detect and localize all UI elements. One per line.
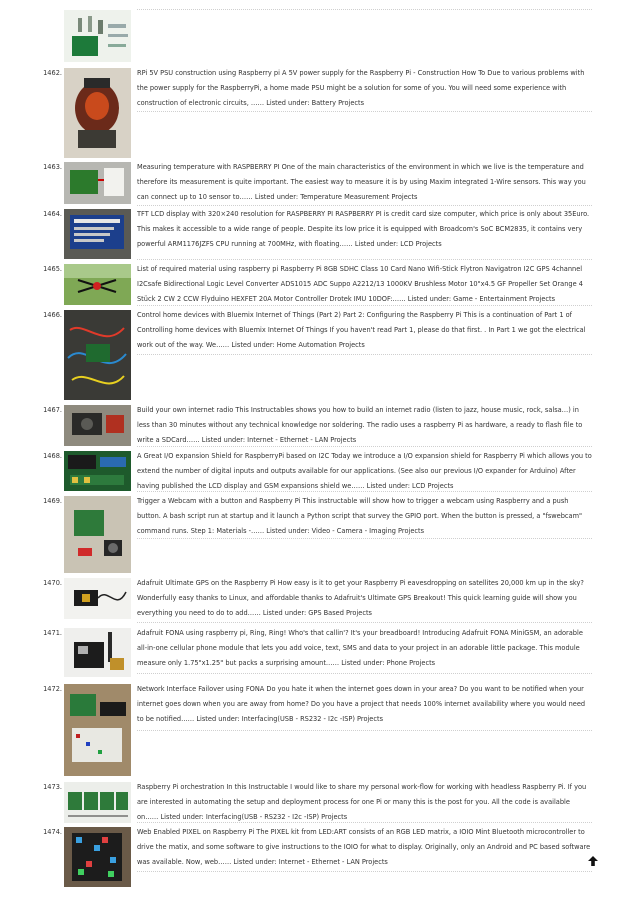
list-item [0, 68, 638, 158]
item-number: 1473. [43, 783, 62, 791]
divider [137, 822, 592, 823]
item-description: Measuring temperature with RASPBERRY PI One of the main characteristics of the environment in which we live is the temperature and therefore its measurement is quite important. The easiest way to measure it is by using Maxim integrated 1-Wire sensors. This way you can connect up to 10 sensor to…… Listed under: Temperature Measurement Projects [137, 163, 586, 201]
project-thumbnail[interactable] [64, 68, 131, 158]
project-thumbnail[interactable] [64, 209, 131, 259]
divider [137, 622, 592, 623]
list-item [0, 162, 638, 204]
project-thumbnail[interactable] [64, 310, 131, 400]
divider [137, 305, 592, 306]
item-description: A Great I/O expansion Shield for RaspberryPi based on I2C Today we introduce a I/O expansion shield for Raspberry Pi which allows you to extend the number of digital inputs and outputs available for our applications. (See also our previous I/O expander for Arduino) After having published the LCD display and GSM expansions shield we…… Listed under: LCD Projects [137, 452, 592, 490]
item-number: 1469. [43, 497, 62, 505]
item-number: 1470. [43, 579, 62, 587]
divider [137, 673, 592, 674]
item-description: Web Enabled PIXEL on Raspberry Pi The PIXEL kit from LED:ART consists of an RGB LED matrix, a IOIO Mint Bluetooth microcontroller to drive the matix, and some software to give instructions to the IOIO for what to display. Originally, only an Android and PC based software was available. Now, web…… Listed under: Internet - Ethernet - LAN Projects [137, 828, 591, 866]
divider [137, 491, 592, 492]
item-number: 1467. [43, 406, 62, 414]
list-item [0, 782, 638, 823]
item-description: List of required material using raspberry pi Raspberry Pi 8GB SDHC Class 10 Card Nano Wifi-Stick Flytron Navigatron I2C GPS 4channel I2Csafe Bidirectional Logic Level Converter ADS1015 ADC Suppo A2212/13 1000KV Brushless Motor 10"x4.5 GF Propeller Set Orange 4 Stück 2 CW 2 CCW Flyduino HEXFET 20A Motor Controller Drotek IMU 10DOF:…… Listed under: Game - Entertainment Projects [137, 265, 583, 303]
project-thumbnail[interactable] [64, 628, 131, 677]
project-thumbnail[interactable] [64, 578, 131, 619]
item-description: Trigger a Webcam with a button and Raspberry Pi This instructable will show how to trigger a webcam using Raspberry and a push button. A bash script run at startup and it launch a Python script that survey the GPIO port. When the button is pressed, a "fswebcam" command runs. Step 1: Materials -…… Listed under: Video - Camera - Imaging Projects [137, 497, 583, 535]
project-thumbnail[interactable] [64, 684, 131, 776]
up-arrow-icon[interactable] [588, 851, 598, 861]
list-item [0, 10, 638, 62]
item-description: Control home devices with Bluemix Internet of Things (Part 2) Part 2: Configuring the Raspberry Pi This is a continuation of Part 1 of Controlling home devices with Bluemix Internet Of Things If you haven't read Part 1, please do that first. . In Part 1 we got the electrical work out of the way. We…… Listed under: Home Automation Projects [137, 311, 586, 349]
list-item [0, 264, 638, 305]
list-item [0, 496, 638, 573]
divider [137, 9, 592, 10]
list-item [0, 827, 638, 887]
item-description: TFT LCD display with 320×240 resolution for RASPBERRY PI RASPBERRY PI is credit card size computer, which price is only about 35Euro. This makes it accessible to a wide range of people. Despite its low price it is equipped with Broadcom's SoC BCM2835, it contains very powerful ARM1176JZFS CPU running at 700MHz, with floating…… Listed under: LCD Projects [137, 210, 590, 248]
divider [137, 259, 592, 260]
item-description: Build your own internet radio This Instructables shows you how to build an internet radio (listen to jazz, house music, rock, salsa…) in less than 30 minutes without any technical knowledge nor soldering. The radio uses a raspberry Pi as hardware, a ready to flash file to write a SDCard…… Listed under: Internet - Ethernet - LAN Projects [137, 406, 583, 444]
item-number: 1462. [43, 69, 62, 77]
project-thumbnail[interactable] [64, 451, 131, 491]
list-item [0, 451, 638, 491]
list-item [0, 578, 638, 619]
list-item [0, 628, 638, 677]
item-description: Adafruit FONA using raspberry pi, Ring, Ring! Who's that callin'? It's your breadboard! Introducing Adafruit FONA MiniGSM, an adorable all-in-one cellular phone module that lets you add voice, text, SMS and data to your project in an adorable little package. This module measure only 1.75"x1.25" but packs a surprising amount…… Listed under: Phone Projects [137, 629, 583, 667]
list-item [0, 405, 638, 446]
item-description: Network Interface Failover using FONA Do you hate it when the internet goes down in your area? Do you want to be notified when your internet goes down when you are away from home? Do you have a project that needs 100% internet availability where you would need to be notified…… Listed under: Interfacing(USB - RS232 - I2c -ISP) Projects [137, 685, 586, 723]
project-thumbnail[interactable] [64, 496, 131, 573]
divider [137, 871, 592, 872]
list-item [0, 209, 638, 259]
item-description: Adafruit Ultimate GPS on the Raspberry Pi How easy is it to get your Raspberry Pi eavesdropping on satellites 20,000 km up in the sky? Wonderfully easy thanks to Linux, and affordable thanks to Adafruit's Ultimate GPS Breakout! This quick learning guide will show you everything you need to do to add…… Listed under: GPS Based Projects [137, 579, 584, 617]
item-number: 1472. [43, 685, 62, 693]
project-thumbnail[interactable] [64, 782, 131, 823]
item-description: Raspberry Pi orchestration In this Instructable I would like to share my personal work-flow for working with headless Raspberry Pi. If you are interested in automating the setup and deployment process for one Pi or many this is the post for you. All the code is available on…… Listed under: Interfacing(USB - RS232 - I2c -ISP) Projects [137, 783, 587, 821]
project-thumbnail[interactable] [64, 162, 131, 204]
item-number: 1463. [43, 163, 62, 171]
divider [137, 111, 592, 112]
divider [137, 354, 592, 355]
project-thumbnail[interactable] [64, 827, 131, 887]
project-thumbnail[interactable] [64, 405, 131, 446]
item-number: 1474. [43, 828, 62, 836]
item-number: 1471. [43, 629, 62, 637]
item-description: RPi 5V PSU construction using Raspberry pi A 5V power supply for the Raspberry Pi - Construction How To Due to various problems with the power supply for the RaspberryPi, a home made PSU might be a solution for some of you. You will need some experience with construction of electronic circuits, …… Listed under: Battery Projects [137, 69, 585, 107]
divider [137, 730, 592, 731]
project-thumbnail[interactable] [64, 10, 131, 62]
project-thumbnail[interactable] [64, 264, 131, 305]
divider [137, 538, 592, 539]
list-item [0, 310, 638, 400]
item-number: 1468. [43, 452, 62, 460]
divider [137, 205, 592, 206]
item-number: 1465. [43, 265, 62, 273]
item-number: 1466. [43, 311, 62, 319]
divider [137, 446, 592, 447]
item-number: 1464. [43, 210, 62, 218]
